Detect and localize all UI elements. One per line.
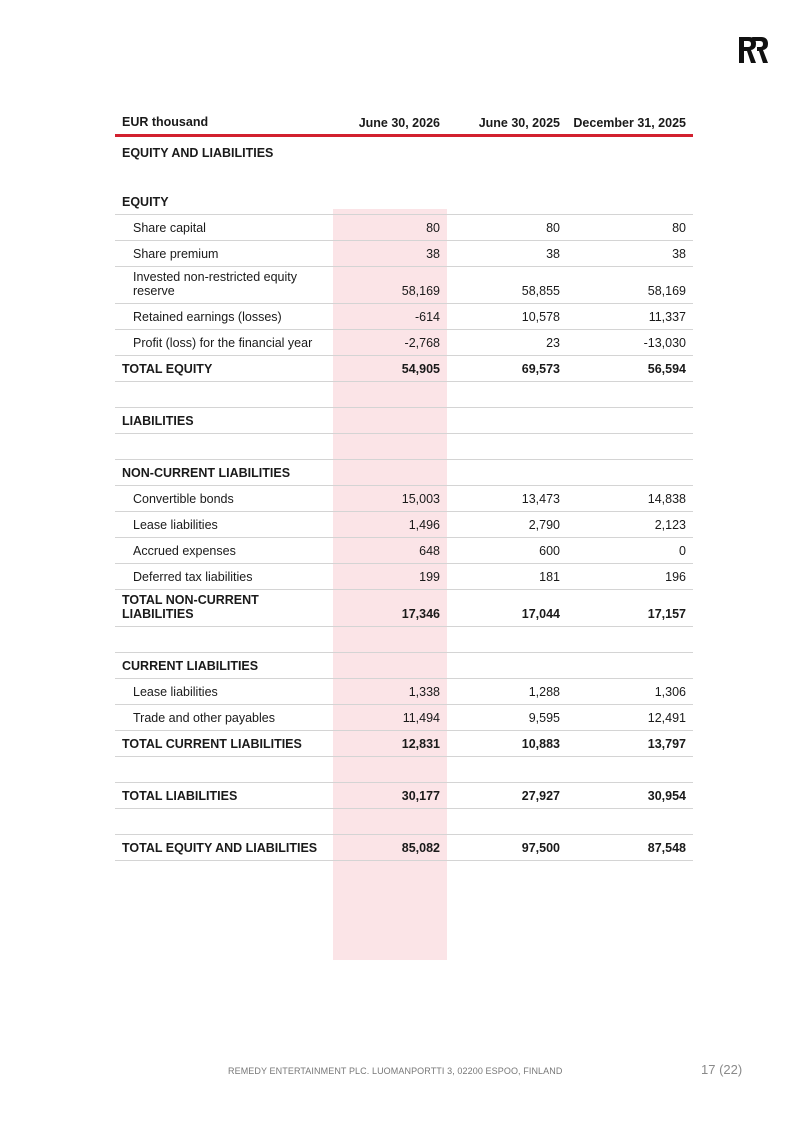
table-row bbox=[115, 783, 693, 809]
table-row-spacer bbox=[115, 757, 693, 783]
table-row bbox=[115, 835, 693, 861]
row-value-1: 54,905 bbox=[401, 362, 440, 376]
row-value-2 bbox=[447, 382, 567, 407]
row-label: TOTAL EQUITY AND LIABILITIES bbox=[122, 841, 318, 855]
row-value-2: 10,578 bbox=[521, 310, 560, 324]
row-value-1: 38 bbox=[426, 247, 440, 261]
row-value-1: 17,346 bbox=[401, 607, 440, 621]
row-value-3: 11,337 bbox=[648, 310, 686, 324]
row-label: Invested non-restricted equity reserve bbox=[133, 270, 297, 298]
row-value-3 bbox=[567, 809, 693, 834]
row-value-1 bbox=[333, 460, 447, 485]
row-label: TOTAL EQUITY bbox=[122, 362, 213, 376]
row-value-2: 2,790 bbox=[528, 518, 560, 532]
row-value-2: 97,500 bbox=[521, 841, 560, 855]
row-value-3: 38 bbox=[672, 247, 686, 261]
table-row bbox=[115, 356, 693, 382]
row-value-3: 58,169 bbox=[647, 284, 686, 298]
row-value-1: -614 bbox=[414, 310, 440, 324]
row-value-3: 30,954 bbox=[647, 789, 686, 803]
row-value-2: 23 bbox=[546, 336, 560, 350]
row-value-2: 17,044 bbox=[521, 607, 560, 621]
row-label: EQUITY AND LIABILITIES bbox=[122, 146, 274, 160]
row-value-3 bbox=[567, 137, 693, 165]
row-value-1: 199 bbox=[419, 570, 440, 584]
table-row bbox=[115, 731, 693, 757]
row-label bbox=[115, 434, 333, 459]
row-label bbox=[115, 627, 333, 652]
row-value-3: 1,306 bbox=[654, 685, 686, 699]
table-row bbox=[115, 267, 693, 304]
row-value-2: 10,883 bbox=[521, 737, 560, 751]
row-label: Share capital bbox=[133, 221, 206, 235]
row-label: TOTAL NON-CURRENT LIABILITIES bbox=[122, 593, 259, 621]
row-value-2: 600 bbox=[539, 544, 560, 558]
row-label: LIABILITIES bbox=[122, 414, 194, 428]
row-value-1 bbox=[333, 653, 447, 678]
row-value-2 bbox=[447, 809, 567, 834]
row-value-3 bbox=[567, 165, 693, 214]
row-value-3: 56,594 bbox=[647, 362, 686, 376]
row-value-1 bbox=[333, 408, 447, 433]
row-value-1: 11,494 bbox=[402, 711, 440, 725]
row-label: Lease liabilities bbox=[133, 685, 218, 699]
row-label: Profit (loss) for the financial year bbox=[133, 336, 313, 350]
row-label: Retained earnings (losses) bbox=[133, 310, 282, 324]
header-col-jun-2025: June 30, 2025 bbox=[478, 116, 560, 130]
header-col-jun-2026: June 30, 2026 bbox=[358, 116, 440, 130]
row-label: EQUITY bbox=[122, 195, 169, 209]
row-label: TOTAL LIABILITIES bbox=[122, 789, 238, 803]
row-value-3 bbox=[567, 408, 693, 433]
row-value-3: 13,797 bbox=[647, 737, 686, 751]
row-label: TOTAL CURRENT LIABILITIES bbox=[122, 737, 302, 751]
row-value-3 bbox=[567, 434, 693, 459]
row-value-1 bbox=[333, 809, 447, 834]
row-value-1: 1,338 bbox=[408, 685, 440, 699]
row-label: Deferred tax liabilities bbox=[133, 570, 253, 584]
row-value-2: 80 bbox=[546, 221, 560, 235]
row-value-1: 648 bbox=[419, 544, 440, 558]
company-logo bbox=[739, 35, 769, 65]
row-label: Lease liabilities bbox=[133, 518, 218, 532]
row-label: Share premium bbox=[133, 247, 219, 261]
row-label bbox=[115, 757, 333, 782]
row-value-1 bbox=[333, 165, 447, 214]
row-value-3: 12,491 bbox=[647, 711, 686, 725]
table-row-spacer bbox=[115, 627, 693, 653]
table-row bbox=[115, 564, 693, 590]
table-row bbox=[115, 241, 693, 267]
row-value-1: 80 bbox=[426, 221, 440, 235]
row-value-1 bbox=[333, 434, 447, 459]
row-value-3: 14,838 bbox=[647, 492, 686, 506]
table-row bbox=[115, 653, 693, 679]
row-label: Accrued expenses bbox=[133, 544, 236, 558]
row-label bbox=[115, 382, 333, 407]
row-value-1: 15,003 bbox=[401, 492, 440, 506]
table-header bbox=[115, 110, 693, 137]
table-row bbox=[115, 538, 693, 564]
row-value-3: 80 bbox=[672, 221, 686, 235]
table-row bbox=[115, 460, 693, 486]
row-value-1: 1,496 bbox=[408, 518, 440, 532]
table-row bbox=[115, 137, 693, 165]
header-unit-label: EUR thousand bbox=[122, 115, 209, 129]
row-label: Convertible bonds bbox=[133, 492, 234, 506]
row-value-2 bbox=[447, 434, 567, 459]
row-value-1: -2,768 bbox=[404, 336, 440, 350]
row-value-2: 58,855 bbox=[521, 284, 560, 298]
row-value-3: -13,030 bbox=[643, 336, 686, 350]
header-col-dec-2025: December 31, 2025 bbox=[573, 116, 686, 130]
row-value-1: 85,082 bbox=[401, 841, 440, 855]
row-value-3 bbox=[567, 627, 693, 652]
table-row bbox=[115, 165, 693, 215]
row-value-1 bbox=[333, 137, 447, 165]
table-row bbox=[115, 705, 693, 731]
row-label: NON-CURRENT LIABILITIES bbox=[122, 466, 291, 480]
row-value-3: 0 bbox=[679, 544, 686, 558]
row-value-1 bbox=[333, 627, 447, 652]
row-value-2 bbox=[447, 408, 567, 433]
row-value-2: 1,288 bbox=[528, 685, 560, 699]
row-value-1 bbox=[333, 382, 447, 407]
footer-address: REMEDY ENTERTAINMENT PLC. LUOMANPORTTI 3, 02200 ESPOO, FINLAND bbox=[228, 1066, 563, 1076]
table-row bbox=[115, 215, 693, 241]
row-value-1: 12,831 bbox=[401, 737, 440, 751]
table-row bbox=[115, 679, 693, 705]
row-value-3 bbox=[567, 653, 693, 678]
table-row bbox=[115, 590, 693, 627]
row-value-2 bbox=[447, 757, 567, 782]
table-row bbox=[115, 486, 693, 512]
row-value-3: 17,157 bbox=[647, 607, 686, 621]
row-value-3 bbox=[567, 460, 693, 485]
row-label: CURRENT LIABILITIES bbox=[122, 659, 259, 673]
row-value-2 bbox=[447, 627, 567, 652]
page-number: 17 (22) bbox=[701, 1062, 743, 1077]
row-value-2 bbox=[447, 653, 567, 678]
table-row-spacer bbox=[115, 809, 693, 835]
balance-sheet-table bbox=[115, 110, 693, 861]
row-value-2 bbox=[447, 165, 567, 214]
row-value-3: 196 bbox=[665, 570, 686, 584]
row-value-2: 38 bbox=[546, 247, 560, 261]
row-label: Trade and other payables bbox=[133, 711, 275, 725]
row-value-3: 87,548 bbox=[647, 841, 686, 855]
row-value-3 bbox=[567, 757, 693, 782]
table-row-spacer bbox=[115, 382, 693, 408]
row-label bbox=[115, 809, 333, 834]
table-row bbox=[115, 304, 693, 330]
row-value-2: 9,595 bbox=[528, 711, 560, 725]
row-value-1 bbox=[333, 757, 447, 782]
table-row-spacer bbox=[115, 434, 693, 460]
table-row bbox=[115, 330, 693, 356]
table-row bbox=[115, 408, 693, 434]
row-value-2 bbox=[447, 137, 567, 165]
row-value-3: 2,123 bbox=[654, 518, 686, 532]
row-value-1: 58,169 bbox=[401, 284, 440, 298]
table-row bbox=[115, 512, 693, 538]
row-value-2: 181 bbox=[539, 570, 560, 584]
row-value-1: 30,177 bbox=[401, 789, 440, 803]
row-value-2: 27,927 bbox=[521, 789, 560, 803]
row-value-3 bbox=[567, 382, 693, 407]
row-value-2: 69,573 bbox=[521, 362, 560, 376]
row-value-2 bbox=[447, 460, 567, 485]
row-value-2: 13,473 bbox=[521, 492, 560, 506]
